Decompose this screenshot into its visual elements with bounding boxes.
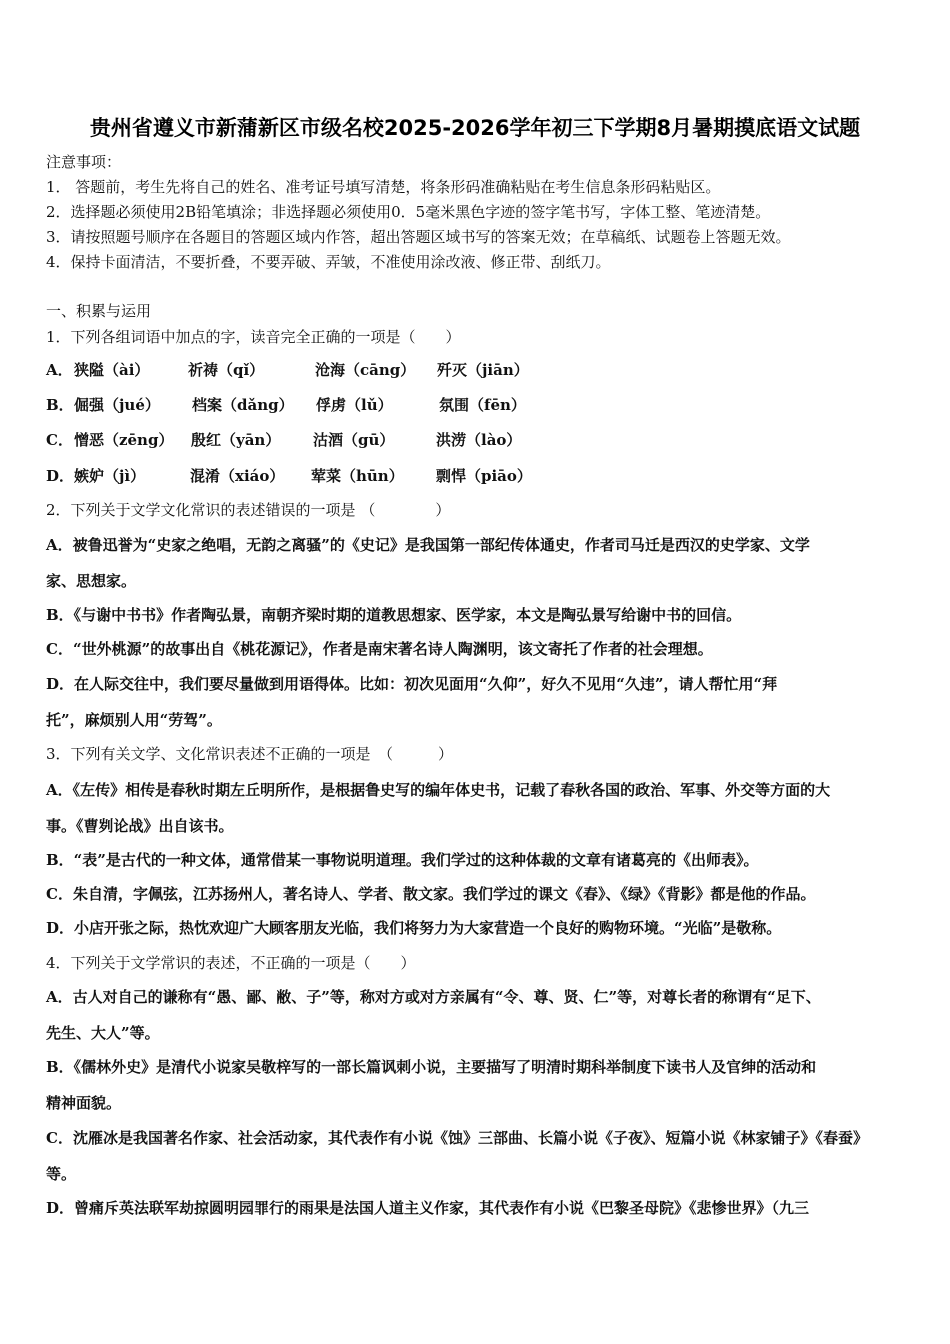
word-cell: 氛围（fēn） — [439, 396, 526, 414]
q2-option-b: B．《与谢中书书》作者陶弘景，南朝齐梁时期的道教思想家、医学家，本文是陶弘景写给谢中书的回信。 — [46, 606, 742, 624]
q2-option-c: C．“世外桃源”的故事出自《桃花源记》，作者是南宋著名诗人陶渊明，该文寄托了作者的社会理想。 — [46, 640, 713, 658]
notice-item-3: 3．请按照题号顺序在各题目的答题区域内作答，超出答题区域书写的答案无效；在草稿纸、试题卷上答题无效。 — [46, 228, 791, 246]
word-cell: 混淆（xiáo） — [190, 467, 285, 485]
notice-item-2: 2．选择题必须使用2B铅笔填涂；非选择题必须使用0．5毫米黑色字迹的签字笔书写，字体工整、笔迹清楚。 — [46, 203, 771, 221]
q3-option-a-cont: 事。《曹刿论战》出自该书。 — [46, 817, 234, 835]
word-cell: 沧海（cāng） — [315, 361, 416, 379]
q4-option-d: D．曾痛斥英法联军劫掠圆明园罪行的雨果是法国人道主义作家，其代表作有小说《巴黎圣母院》《悲惨世界》（九三 — [46, 1199, 810, 1217]
notice-item-1: 1． 答题前，考生先将自己的姓名、准考证号填写清楚，将条形码准确粘贴在考生信息条形码粘贴区。 — [46, 178, 721, 196]
q2-option-d: D．在人际交往中，我们要尽量做到用语得体。比如：初次见面用“久仰”，好久不见用“久违”，请人帮忙用“拜 — [46, 675, 778, 693]
q3-option-a: A．《左传》相传是春秋时期左丘明所作，是根据鲁史写的编年体史书，记载了春秋各国的政治、军事、外交等方面的大 — [46, 781, 831, 799]
q3-option-b: B．“表”是古代的一种文体，通常借某一事物说明道理。我们学过的这种体裁的文章有诸葛亮的《出师表》。 — [46, 851, 759, 869]
q4-option-b: B．《儒林外史》是清代小说家吴敬梓写的一部长篇讽刺小说，主要描写了明清时期科举制度下读书人及官绅的活动和 — [46, 1058, 817, 1076]
q4-option-b-cont: 精神面貌。 — [46, 1094, 122, 1112]
option-label: B． — [46, 396, 74, 414]
q2-option-a: A．被鲁迅誉为“史家之绝唱，无韵之离骚”的《史记》是我国第一部纪传体通史，作者司马迁是西汉的史学家、文学 — [46, 536, 810, 554]
word-cell: 档案（dǎng） — [192, 396, 294, 414]
section-heading: 一、积累与运用 — [46, 302, 152, 320]
word-cell: 俘虏（lǔ） — [316, 396, 393, 414]
word-cell: 祈祷（qǐ） — [188, 361, 265, 379]
word-cell: 沽酒（gū） — [313, 431, 395, 449]
word-cell: 荤菜（hūn） — [311, 467, 404, 485]
notice-heading: 注意事项： — [46, 153, 122, 171]
q4-option-c: C．沈雁冰是我国著名作家、社会活动家，其代表作有小说《蚀》三部曲、长篇小说《子夜》、短篇小说《林家铺子》《春蚕》 — [46, 1129, 868, 1147]
word-cell: 憎恶（zēng） — [74, 431, 174, 449]
word-cell: 剽悍（piāo） — [436, 467, 532, 485]
q2-option-d-cont: 托”，麻烦别人用“劳驾”。 — [46, 711, 222, 729]
question-4-stem: 4．下列关于文学常识的表述，不正确的一项是（ ） — [46, 954, 416, 972]
q4-option-a-cont: 先生、大人”等。 — [46, 1024, 160, 1042]
question-2-stem: 2．下列关于文学文化常识的表述错误的一项是 （ ） — [46, 501, 451, 519]
word-cell: 殷红（yān） — [191, 431, 281, 449]
q3-option-c: C．朱自清，字佩弦，江苏扬州人，著名诗人、学者、散文家。我们学过的课文《春》、《绿》《背影》都是他的作品。 — [46, 885, 816, 903]
word-cell: 洪涝（lào） — [436, 431, 522, 449]
q3-option-d: D．小店开张之际，热忱欢迎广大顾客朋友光临，我们将努力为大家营造一个良好的购物环境。“光临”是敬称。 — [46, 919, 782, 937]
q4-option-c-cont: 等。 — [46, 1165, 77, 1183]
q2-option-a-cont: 家、思想家。 — [46, 572, 137, 590]
question-3-stem: 3．下列有关文学、文化常识表述不正确的一项是 （ ） — [46, 745, 454, 763]
option-label: A． — [46, 361, 73, 379]
notice-item-4: 4．保持卡面清洁，不要折叠，不要弄破、弄皱，不准使用涂改液、修正带、刮纸刀。 — [46, 253, 611, 271]
exam-title: 贵州省遵义市新蒲新区市级名校2025-2026学年初三下学期8月暑期摸底语文试题 — [89, 116, 861, 140]
word-cell: 狭隘（ài） — [74, 361, 150, 379]
word-cell: 倔强（jué） — [74, 396, 160, 414]
option-label: D． — [46, 467, 75, 485]
word-cell: 嫉妒（jì） — [74, 467, 146, 485]
q4-option-a: A．古人对自己的谦称有“愚、鄙、敝、子”等，称对方或对方亲属有“令、尊、贤、仁”等，对尊长者的称谓有“足下、 — [46, 988, 821, 1006]
question-1-stem: 1．下列各组词语中加点的字，读音完全正确的一项是（ ） — [46, 328, 461, 346]
word-cell: 歼灭（jiān） — [437, 361, 529, 379]
option-label: C． — [46, 431, 73, 449]
